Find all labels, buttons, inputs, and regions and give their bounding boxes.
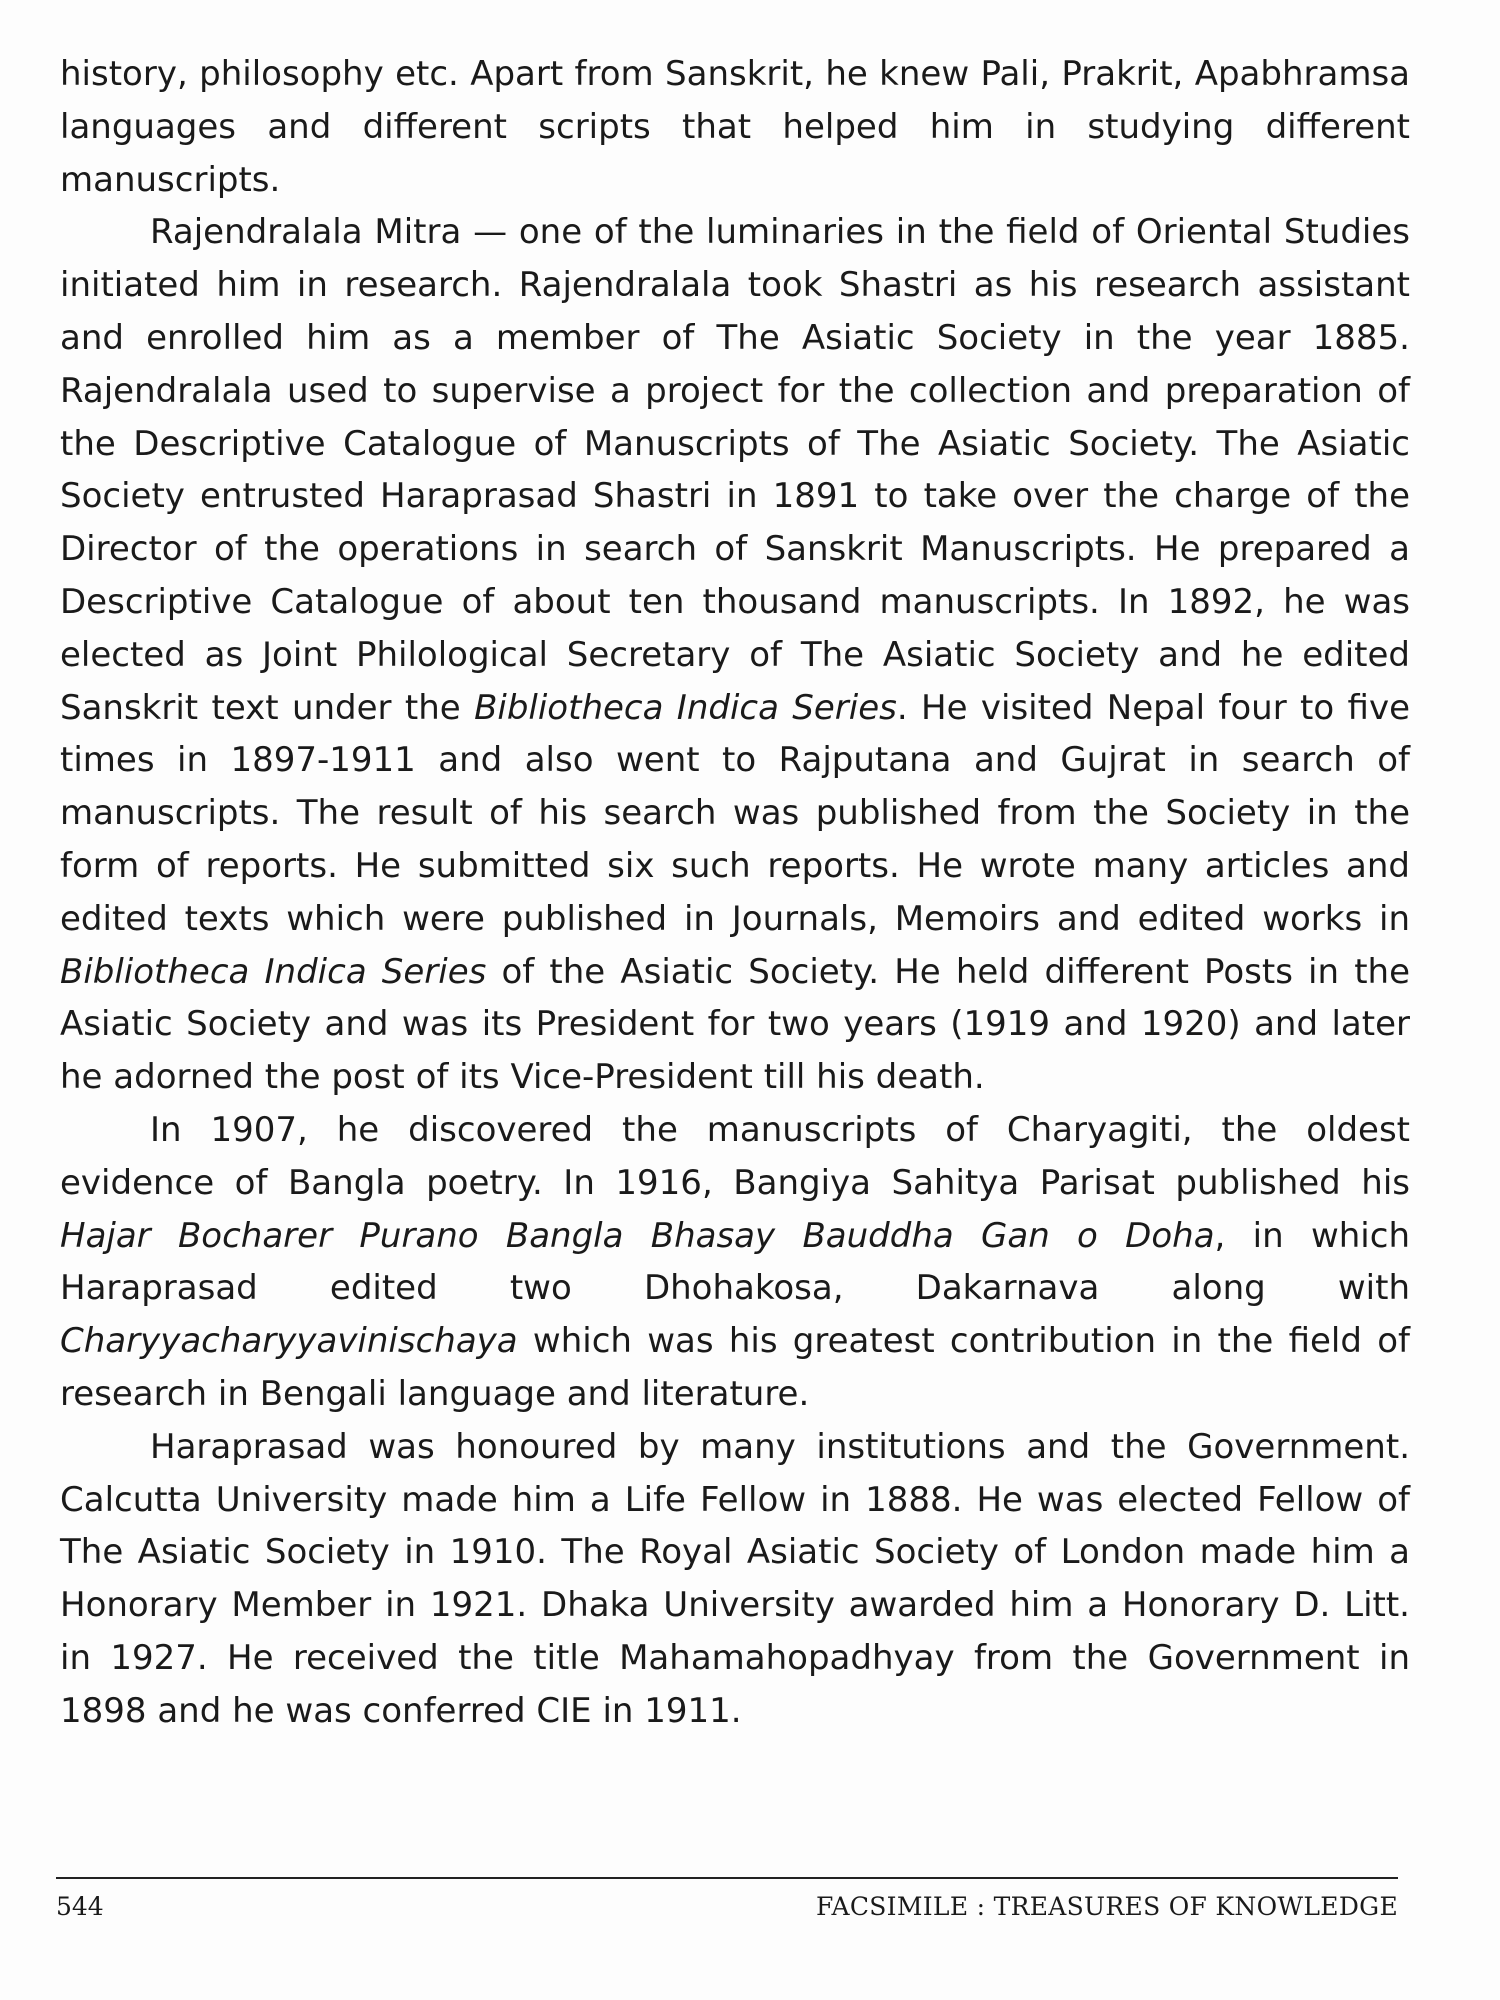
italic-title: Charyyacharyyavinischaya [60, 1321, 518, 1362]
paragraph-3 [60, 1104, 1410, 1421]
italic-title: Bibliotheca Indica Series [60, 951, 487, 992]
page-number: 544 [56, 1892, 104, 1921]
paragraph-2 [60, 206, 1410, 1104]
paragraph-1 [60, 48, 1410, 206]
text-segment: Haraprasad was honoured by many institutions and the Government. Calcutta University made him a Life Fellow in 1888. He was elected Fellow of The Asiatic Society in 1910. The Royal Asiatic Society of London made him a Honorary Member in 1921. Dhaka University awarded him a Honorary D. Litt. in 1927. He received the title Mahamahopadhyay from the Government in 1898 and he was conferred CIE in 1911. [60, 1426, 1410, 1731]
text-segment: of the Asiatic Society. He held different Posts in the Asiatic Society and was its President for two years (1919 and 1920) and later he adorned the post of its Vice-President till his death. [60, 951, 1410, 1098]
italic-title: Hajar Bocharer Purano Bangla Bhasay Bauddha Gan o Doha [60, 1215, 1215, 1256]
paragraph-4 [60, 1421, 1410, 1738]
text-segment: history, philosophy etc. Apart from Sanskrit, he knew Pali, Prakrit, Apabhramsa languages and different scripts that helped him in studying different manuscripts. [60, 54, 1410, 200]
text-segment: which was his greatest contribution in the field of research in Bengali language and literature. [60, 1321, 1410, 1414]
text-segment: , in which Haraprasad edited two Dhohakosa, Dakarnava along with [60, 1215, 1410, 1309]
text-segment: In 1907, he discovered the manuscripts of Charyagiti, the oldest evidence of Bangla poetry. In 1916, Bangiya Sahitya Parisat published his [60, 1109, 1410, 1203]
text-segment: . He visited Nepal four to five times in 1897-1911 and also went to Rajputana and Gujrat in search of manuscripts. The result of his search was published from the Society in the form of reports. He submitted six such reports. He wrote many articles and edited texts which were published in Journals, Memoirs and edited works in [60, 687, 1410, 939]
footer-rule [56, 1877, 1398, 1879]
text-segment: Rajendralala Mitra — one of the luminaries in the field of Oriental Studies initiated him in research. Rajendralala took Shastri as his research assistant and enrolled him as a member of The Asiatic Society in the year 1885. Rajendralala used to supervise a project for the collection and preparation of the Descriptive Catalogue of Manuscripts of The Asiatic Society. The Asiatic Society entrusted Haraprasad Shastri in 1891 to take over the charge of the Director of the operations in search of Sanskrit Manuscripts. He prepared a Descriptive Catalogue of about ten thousand manuscripts. In 1892, he was elected as Joint Philological Secretary of The Asiatic Society and he edited Sanskrit text under the [60, 212, 1410, 728]
body-text [60, 48, 1410, 1738]
running-title: FACSIMILE : TREASURES OF KNOWLEDGE [816, 1892, 1398, 1921]
italic-title: Bibliotheca Indica Series [474, 687, 897, 728]
